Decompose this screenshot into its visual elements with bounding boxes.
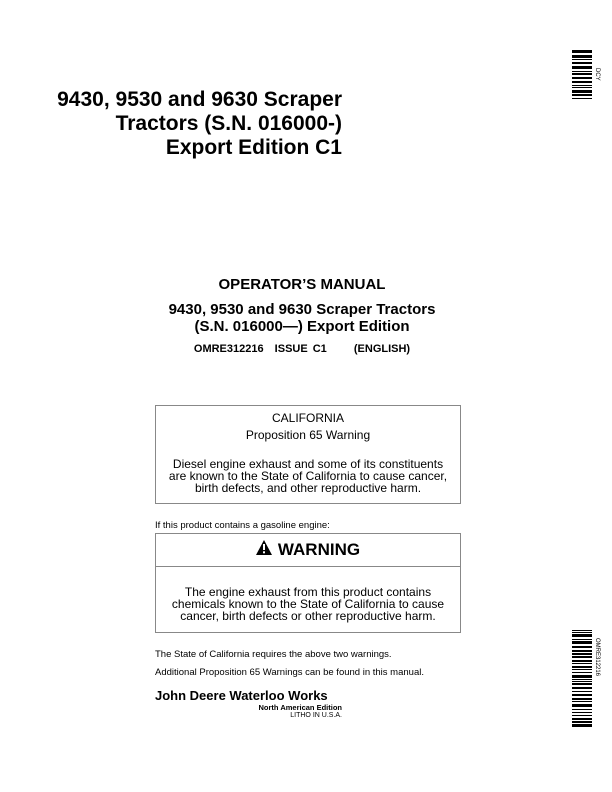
- barcode-bar: [572, 666, 592, 668]
- barcode-bar: [572, 663, 592, 664]
- barcode-bar: [572, 679, 592, 680]
- barcode-bar: [572, 656, 592, 658]
- barcode-bar: [572, 87, 592, 88]
- barcode-bar: [572, 90, 592, 93]
- barcode-bar: [572, 66, 592, 69]
- manual-issue: ISSUE C1: [274, 343, 327, 355]
- edition-label: North American Edition: [258, 703, 342, 712]
- manual-subtitle-line-1: 9430, 9530 and 9630 Scraper Tractors: [168, 301, 436, 318]
- gasoline-note: If this product contains a gasoline engine:: [155, 520, 330, 531]
- barcode-bar: [572, 55, 592, 58]
- barcode-bar: [572, 59, 592, 60]
- barcode-bar: [572, 94, 592, 96]
- barcode-bar: [572, 704, 592, 707]
- additional-warnings-note: Additional Proposition 65 Warnings can be found in this manual.: [155, 667, 424, 678]
- barcode-bar: [572, 50, 592, 53]
- barcode-bar: [572, 724, 592, 727]
- barcode-bar: [572, 85, 592, 86]
- manual-subtitle: [152, 301, 452, 335]
- manual-code-line: [152, 343, 452, 355]
- barcode-bar: [572, 721, 592, 723]
- barcode-bar: [572, 687, 592, 689]
- barcode-bottom: [572, 630, 592, 729]
- barcode-bar: [572, 709, 592, 710]
- barcode-bar: [572, 71, 592, 72]
- barcode-bar: [572, 632, 592, 633]
- title-line-3: Export Edition C1: [165, 136, 342, 159]
- requirements-note: The State of California requires the above two warnings.: [155, 649, 392, 660]
- warning-heading: WARNING: [277, 540, 361, 559]
- barcode-bar: [572, 672, 592, 673]
- manual-language: (ENGLISH): [353, 343, 411, 355]
- litho-label: LITHO IN U.S.A.: [290, 712, 342, 719]
- barcode-bar: [572, 646, 592, 648]
- barcode-bar: [572, 641, 592, 644]
- barcode-bar: [572, 81, 592, 83]
- barcode-bar: [572, 691, 592, 692]
- barcode-bar: [572, 675, 592, 678]
- barcode-bar: [572, 630, 592, 631]
- barcode-bar: [572, 712, 592, 713]
- barcode-bar: [572, 660, 592, 662]
- barcode-top: [572, 50, 592, 101]
- barcode-bar: [572, 698, 592, 700]
- california-heading: CALIFORNIA: [271, 411, 344, 425]
- operators-manual-label: OPERATOR’S MANUAL: [218, 276, 386, 293]
- barcode-bar: [572, 634, 592, 637]
- diesel-warning-text: Diesel engine exhaust and some of its constituents are known to the State of California to cause cancer, birth defects, and other reproductive harm.: [168, 457, 448, 495]
- prop65-heading: Proposition 65 Warning: [245, 428, 371, 442]
- warning-triangle-icon: [256, 540, 272, 560]
- barcode-bar: [572, 701, 592, 702]
- barcode-bar: [572, 683, 592, 685]
- barcode-bar: [572, 715, 592, 716]
- manual-code: OMRE312216: [193, 343, 264, 355]
- barcode-bar: [572, 669, 592, 670]
- barcode-bar: [572, 694, 592, 696]
- gasoline-warning-box: [155, 533, 461, 633]
- california-warning-box: [155, 405, 461, 504]
- title-line-1: 9430, 9530 and 9630 Scraper: [57, 88, 342, 111]
- warning-header: [156, 534, 460, 567]
- manual-subtitle-line-2: (S.N. 016000—) Export Edition: [194, 318, 410, 335]
- barcode-bar: [572, 650, 592, 652]
- barcode-top-label: DCY: [594, 68, 600, 81]
- barcode-bar: [572, 681, 592, 682]
- barcode-bar: [572, 639, 592, 640]
- barcode-bar: [572, 98, 592, 99]
- barcode-bottom-label: OMRE312216: [594, 638, 600, 677]
- document-title: [57, 88, 342, 160]
- barcode-bar: [572, 653, 592, 655]
- barcode-bar: [572, 77, 592, 79]
- publisher-name: John Deere Waterloo Works: [155, 688, 328, 703]
- barcode-bar: [572, 73, 592, 75]
- title-line-2: Tractors (S.N. 016000-): [115, 112, 342, 135]
- gasoline-warning-text: The engine exhaust from this product contains chemicals known to the State of California to cause cancer, birth defects or other reproductive harm.: [171, 585, 445, 623]
- barcode-bar: [572, 718, 592, 720]
- barcode-bar: [572, 62, 592, 64]
